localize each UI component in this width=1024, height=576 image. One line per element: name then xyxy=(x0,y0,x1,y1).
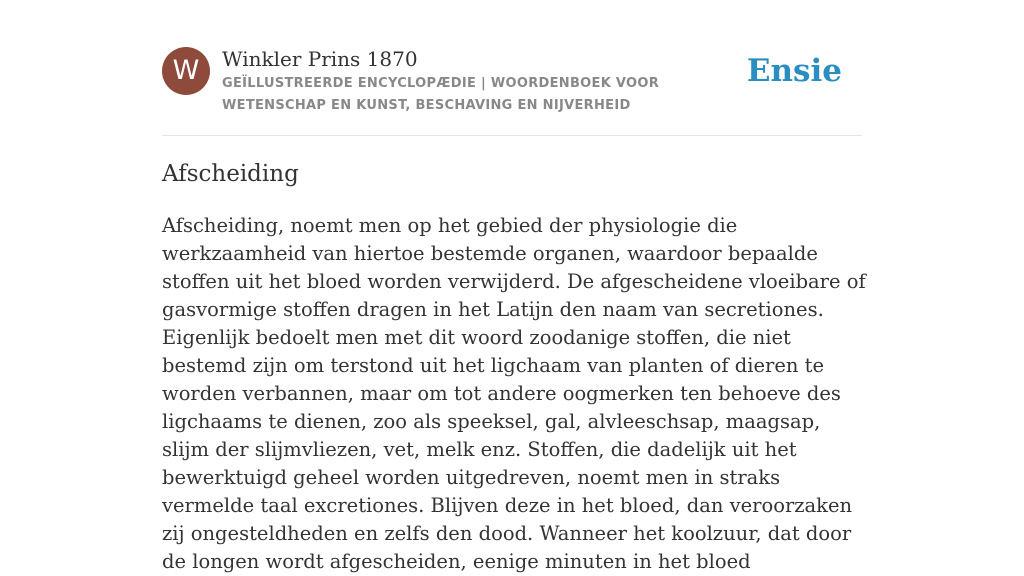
source-title[interactable]: Winkler Prins 1870 xyxy=(222,47,418,71)
article-body: Afscheiding, noemt men op het gebied der physiologie die werkzaamheid van hiertoe bestemde organen, waardoor bepaalde stoffen uit het bloed worden verwijderd. De afgescheidene vloeibare of gasvormige stoffen dragen in het Latijn den naam van secretiones. Eigenlijk bedoelt men met dit woord zoodanige stoffen, die niet bestemd zijn om terstond uit het ligchaam van planten of dieren te worden verbannen, maar om tot andere oogmerken ten behoeve des ligchaams te dienen, zoo als speeksel, gal, alvleeschsap, maagsap, slijm der slijmvliezen, vet, melk enz. Stoffen, die dadelijk uit het bewerktuigd geheel worden uitgedreven, noemt men in straks vermelde taal excretiones. Blijven deze in het bloed, dan veroorzaken zij ongesteldheden en zelfs den dood. Wanneer het koolzuur, dat door de longen wordt afgescheiden, eenige minuten in het bloed xyxy=(162,214,866,573)
source-subtitle: GEÏLLUSTREERDE ENCYCLOPÆDIE | WOORDENBOEK VOOR WETENSCHAP EN KUNST, BESCHAVING EN NIJVERHEID xyxy=(222,76,660,113)
source-header xyxy=(162,47,862,136)
ensie-logo[interactable]: Ensie xyxy=(746,53,842,89)
source-avatar[interactable]: W xyxy=(162,47,210,95)
article-title: Afscheiding xyxy=(162,161,299,187)
